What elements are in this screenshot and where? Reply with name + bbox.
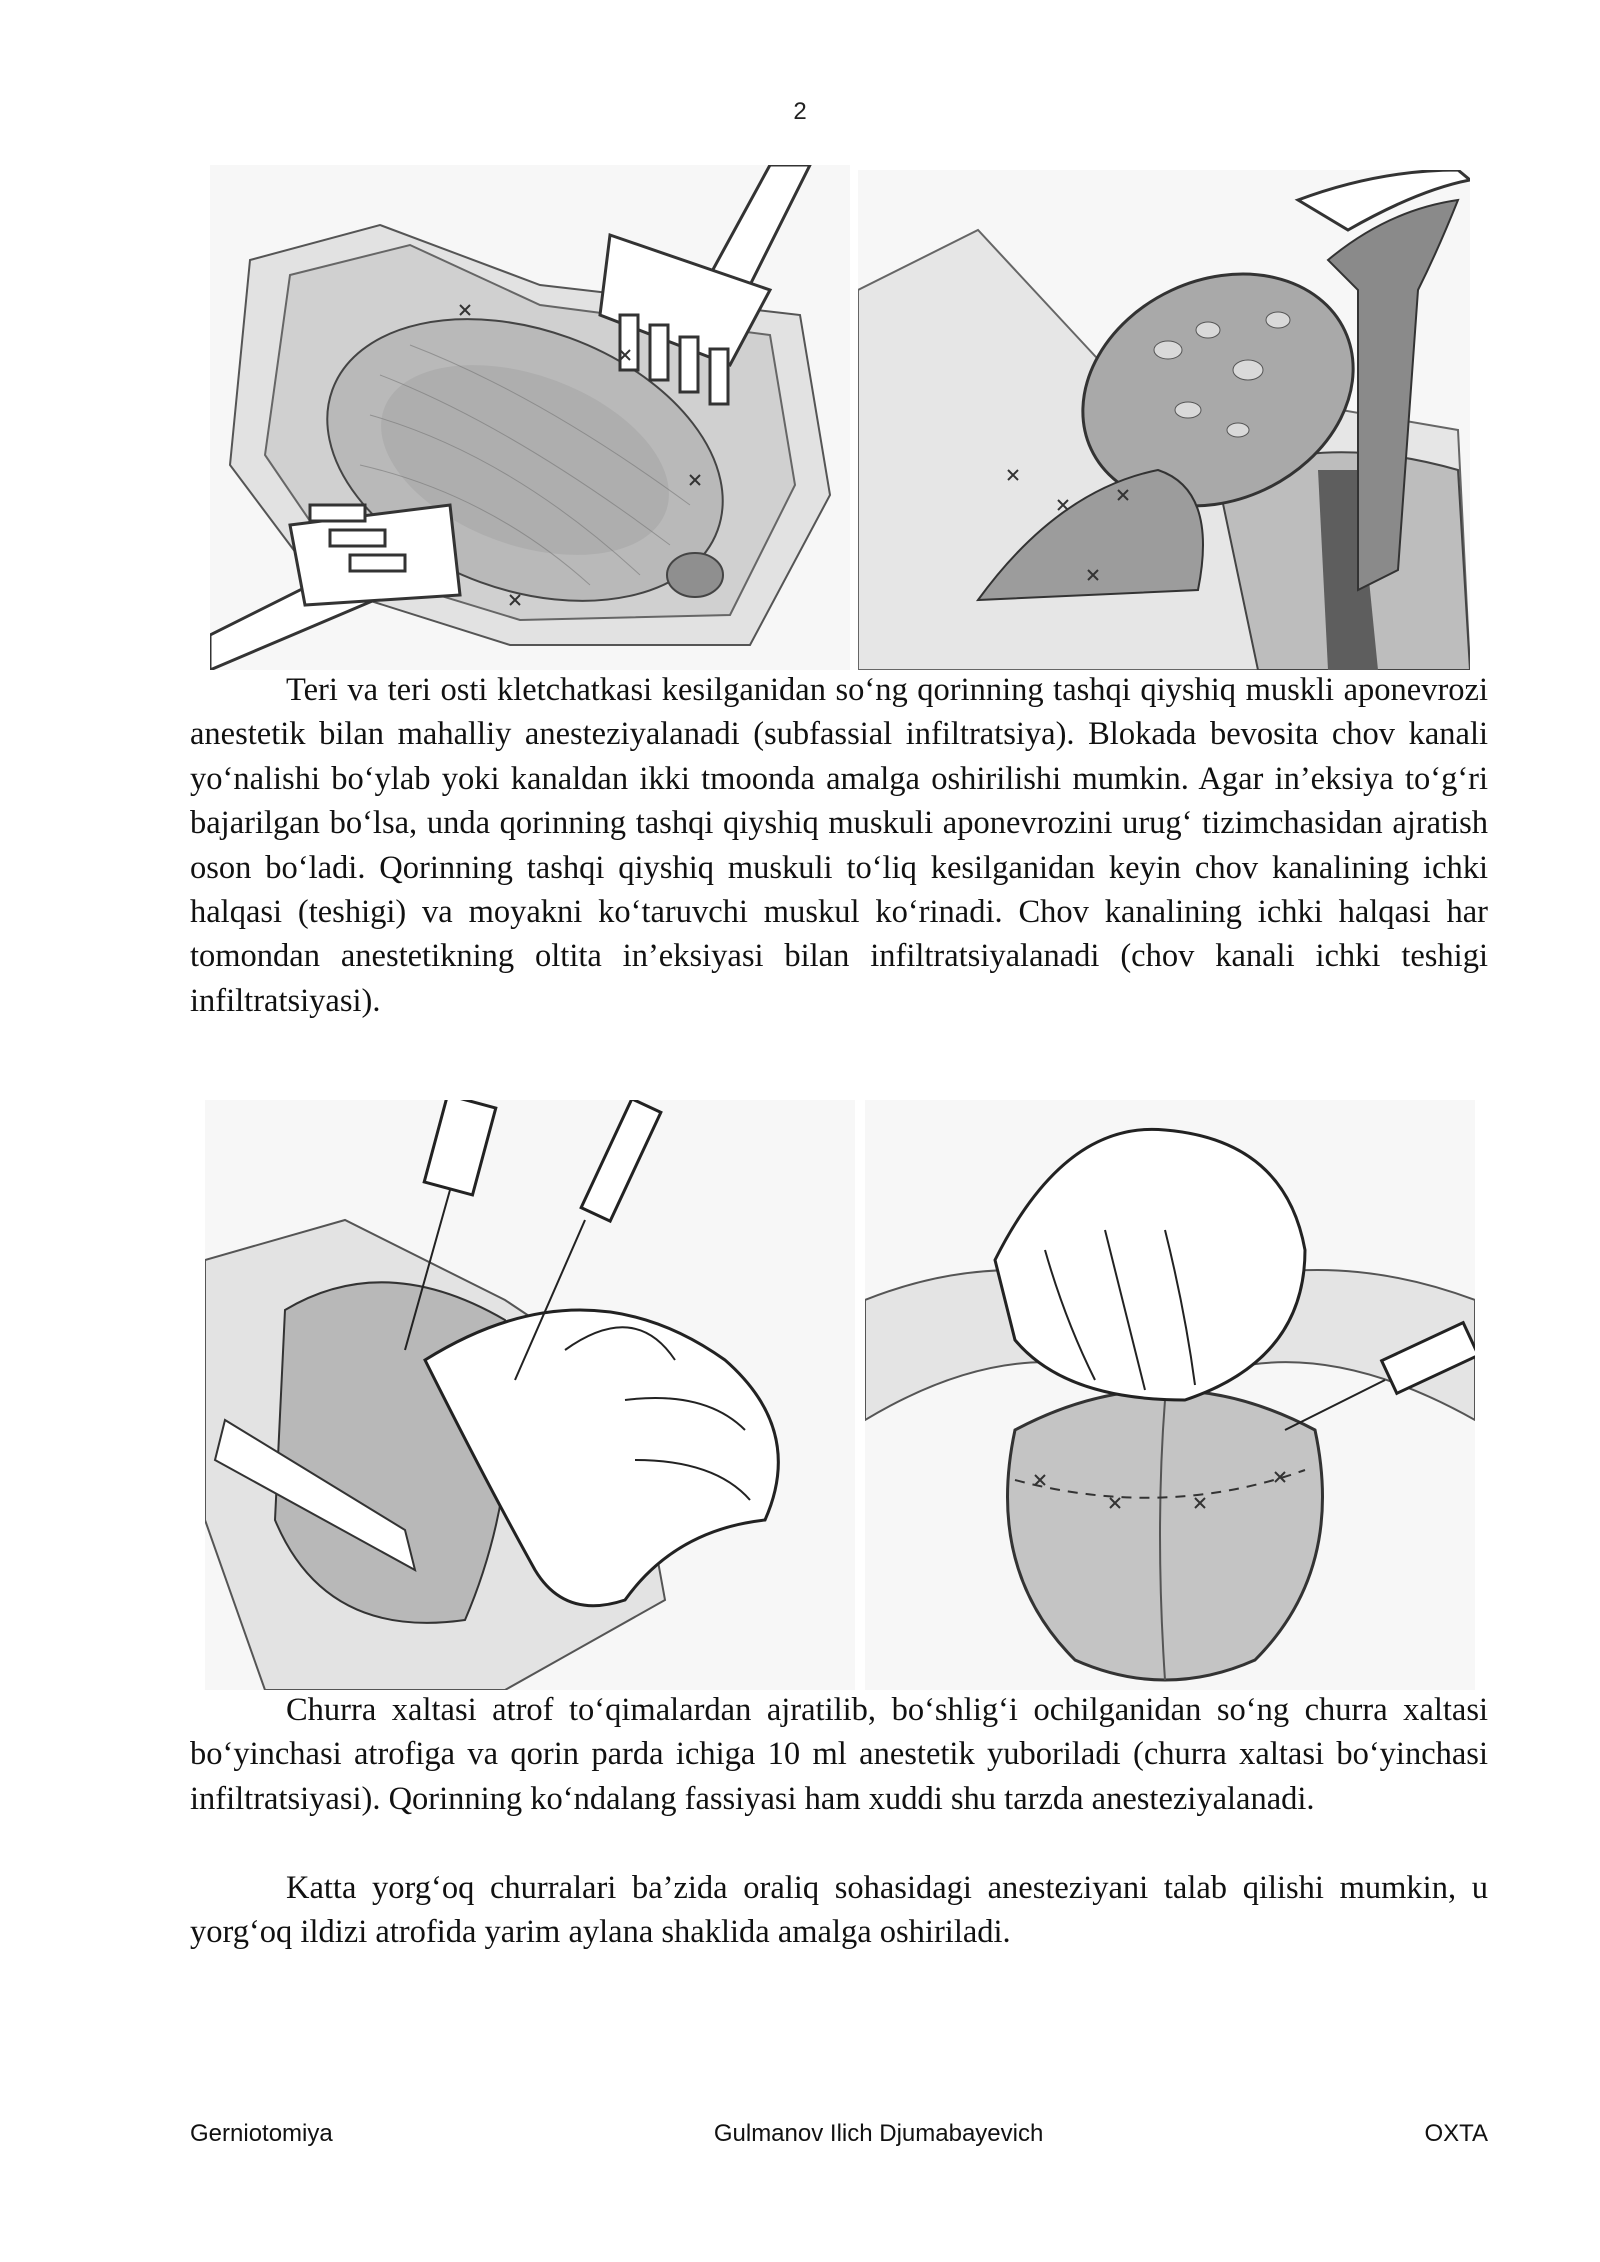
paragraph-scrotal-root-anesthesia: Katta yorg‘oq churralari ba’zida oraliq sohasidagi anesteziyani talab qilishi mumkin, u yorg‘oq ildizi atrofida yarim aylana shaklida amalga oshiriladi. [190,1870,1488,1951]
illustration-hernia-sac-loop [858,170,1470,670]
footer-institution: OXTA [1424,2120,1488,2147]
paragraph-subfascial-infiltration: Teri va teri osti kletchatkasi kesilganidan so‘ng qorinning tashqi qiyshiq muskli aponevrozi anestetik bilan mahalliy anesteziyalanadi (subfassial infiltratsiya). Blokada bevosita chov kanali yo‘nalishi bo‘ylab yoki kanaldan ikki tmoonda amalga oshirilishi mumkin. Agar in’eksiya to‘g‘ri bajarilgan bo‘lsa, unda qorinning tashqi qiyshiq muskuli aponevrozini urug‘ tizimchasidan ajratish oson bo‘ladi. Qorinning tashqi qiyshiq muskuli to‘liq kesilganidan keyin chov kanalining ichki halqasi (teshigi) va moyakni ko‘taruvchi muskul ko‘rinadi. Chov kanalining ichki halqasi har tomondan anestetikning oltita in’eksiyasi bilan infiltratsiyalanadi (chov kanali ichki teshigi infiltratsiyasi). [190,672,1488,1019]
footer-subject: Gerniotomiya [190,2120,333,2147]
illustration-scrotal-anesthesia [865,1100,1475,1690]
illustration-syringe-injection-hand [205,1100,855,1690]
footer-author: Gulmanov Ilich Djumabayevich [713,2120,1044,2147]
page-number: 2 [793,98,807,125]
page-footer [190,2120,1488,2148]
paragraph-hernia-sac-neck-infiltration: Churra xaltasi atrof to‘qimalardan ajratilib, bo‘shlig‘i ochilganidan so‘ng churra xaltasi bo‘yinchasi atrofiga va qorin parda ichiga 10 ml anestetik yuboriladi (churra xaltasi bo‘yinchasi infiltratsiyasi). Qorinning ko‘ndalang fassiyasi ham xuddi shu tarzda anesteziyalanadi. [190,1692,1488,1817]
illustration-incision-retractors [210,165,850,670]
